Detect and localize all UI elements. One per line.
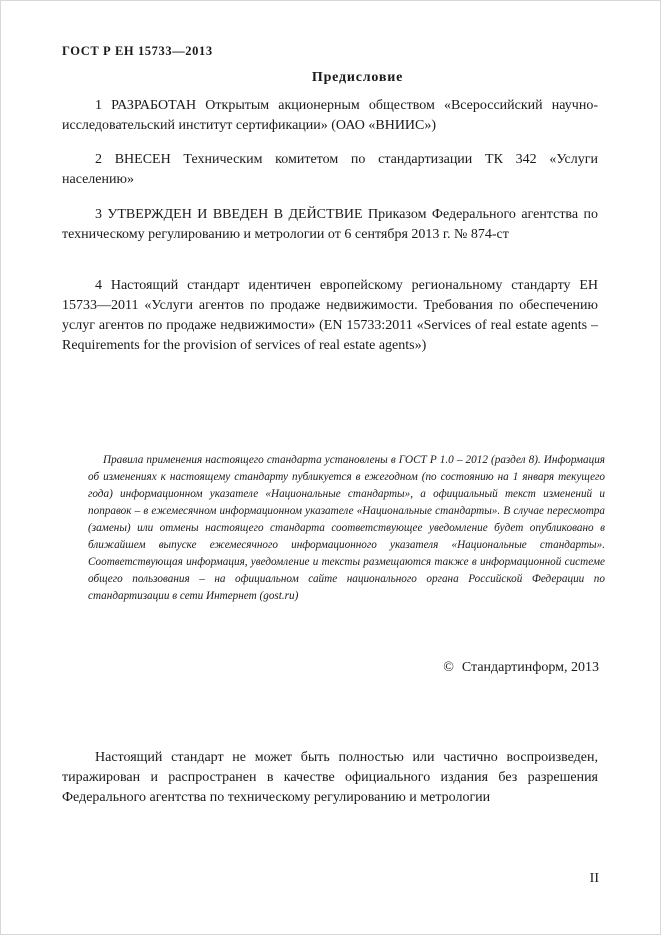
page-number: II xyxy=(589,871,599,886)
paragraph-developed-by: 1 РАЗРАБОТАН Открытым акционерным обществом «Всероссийский научно-исследовательский институт сертификации» (ОАО «ВНИИС») xyxy=(62,98,598,133)
document-code: ГОСТ Р ЕН 15733—2013 xyxy=(62,44,213,58)
reproduction-notice: Настоящий стандарт не может быть полностью или частично воспроизведен, тиражирован и распространен в качестве официального издания без разрешения Федерального агентства по техническому регулированию и метрологии xyxy=(62,750,598,805)
paragraph-introduced-by: 2 ВНЕСЕН Техническим комитетом по стандартизации ТК 342 «Услуги населению» xyxy=(62,152,598,187)
copyright xyxy=(443,660,599,676)
paragraph-approved: 3 УТВЕРЖДЕН И ВВЕДЕН В ДЕЙСТВИЕ Приказом Федерального агентства по техническому регулированию и метрологии от 6 сентября 2013 г. № 874-ст xyxy=(62,207,598,242)
application-rules-note: Правила применения настоящего стандарта установлены в ГОСТ Р 1.0 – 2012 (раздел 8). Информация об изменениях к настоящему стандарту публикуется в ежегодном (по состоянию на 1 января текущего года) информационном указателе «Национальные стандарты», а официальный текст изменений и поправок – в ежемесячном информационном указателе «Национальные стандарты». В случае пересмотра (замены) или отмены настоящего стандарта соответствующее уведомление будет опубликовано в ближайшем выпуске ежемесячного информационного указателя «Национальные стандарты». Соответствующая информация, уведомление и тексты размещаются также в информационной системе общего пользования – на официальном сайте национального органа Российской Федерации по стандартизации в сети Интернет (gost.ru) xyxy=(88,454,605,602)
paragraph-identity: 4 Настоящий стандарт идентичен европейскому региональному стандарту ЕН 15733—2011 «Услуги агентов по продаже недвижимости. Требования по обеспечению услуг агентов по продаже недвижимости» (EN 15733:2011 «Services of real estate agents – Requirements for the provision of services of real estate agents») xyxy=(62,278,598,353)
copyright-icon: © xyxy=(443,660,454,675)
copyright-text: Стандартинформ, 2013 xyxy=(461,660,599,675)
page-title: Предисловие xyxy=(311,70,404,85)
